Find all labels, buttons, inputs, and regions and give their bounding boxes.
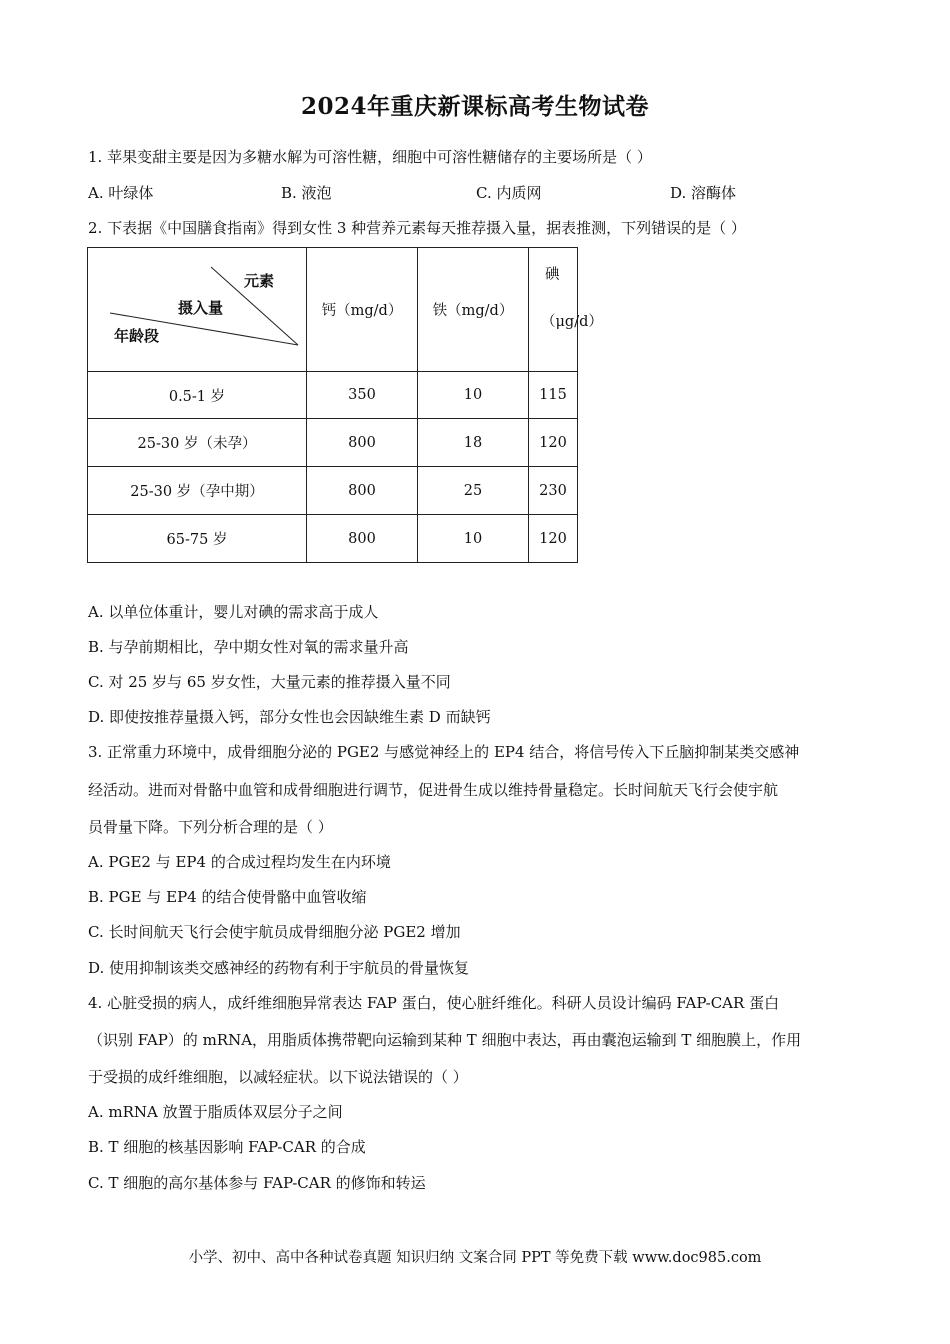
corner-intake-label: 摄入量 xyxy=(178,298,224,317)
corner-age-label: 年龄段 xyxy=(114,326,160,345)
question-4-stem-line: 于受损的成纤维细胞，以减轻症状。以下说法错误的（ ） xyxy=(88,1068,468,1086)
q3-option-a: A. PGE2 与 EP4 的合成过程均发生在内环境 xyxy=(88,853,391,871)
q1-option-d: D. 溶酶体 xyxy=(670,184,737,202)
table-row xyxy=(88,467,578,515)
cell-age: 65-75 岁 xyxy=(88,515,307,563)
iodine-label: 碘 xyxy=(545,266,560,283)
cell-calcium: 350 xyxy=(307,372,418,419)
cell-iron: 10 xyxy=(418,515,529,563)
cell-calcium: 800 xyxy=(307,419,418,467)
question-4-stem-line: （识别 FAP）的 mRNA，用脂质体携带靶向运输到某种 T 细胞中表达，再由囊泡运输到 T 细胞膜上，作用 xyxy=(88,1031,802,1049)
q3-option-d: D. 使用抑制该类交感神经的药物有利于宇航员的骨量恢复 xyxy=(88,959,470,977)
q2-option-a: A. 以单位体重计，婴儿对碘的需求高于成人 xyxy=(88,603,379,621)
q3-option-c: C. 长时间航天飞行会使宇航员成骨细胞分泌 PGE2 增加 xyxy=(88,923,461,941)
table-corner-header xyxy=(88,248,307,372)
question-2-stem: 2. 下表据《中国膳食指南》得到女性 3 种营养元素每天推荐摄入量，据表推测，下列错误的是（ ） xyxy=(88,219,746,237)
cell-calcium: 800 xyxy=(307,467,418,515)
col-header-iodine xyxy=(529,248,603,372)
col-header-iron: 铁（mg/d） xyxy=(418,248,529,372)
cell-iron: 10 xyxy=(418,372,529,419)
q2-option-b: B. 与孕前期相比，孕中期女性对氧的需求量升高 xyxy=(88,638,409,656)
col-header-calcium: 钙（mg/d） xyxy=(307,248,418,372)
q2-option-d: D. 即使按推荐量摄入钙，部分女性也会因缺维生素 D 而缺钙 xyxy=(88,708,491,726)
question-3-stem-line: 经活动。进而对骨骼中血管和成骨细胞进行调节，促进骨生成以维持骨量稳定。长时间航天飞行会使宇航 xyxy=(88,781,779,799)
question-1-stem: 1. 苹果变甜主要是因为多糖水解为可溶性糖，细胞中可溶性糖储存的主要场所是（ ） xyxy=(88,148,652,166)
table-row xyxy=(88,515,578,563)
cell-age: 25-30 岁（未孕） xyxy=(88,419,307,467)
cell-iodine: 120 xyxy=(529,419,578,467)
q4-option-b: B. T 细胞的核基因影响 FAP-CAR 的合成 xyxy=(88,1138,366,1156)
question-3-stem-line: 3. 正常重力环境中，成骨细胞分泌的 PGE2 与感觉神经上的 EP4 结合，将信号传入下丘脑抑制某类交感神 xyxy=(88,743,800,761)
cell-iron: 18 xyxy=(418,419,529,467)
cell-iodine: 115 xyxy=(529,372,578,419)
q4-option-a: A. mRNA 放置于脂质体双层分子之间 xyxy=(88,1103,343,1121)
iodine-unit: （μg/d） xyxy=(541,313,603,330)
cell-calcium: 800 xyxy=(307,515,418,563)
question-4-stem-line: 4. 心脏受损的病人，成纤维细胞异常表达 FAP 蛋白，使心脏纤维化。科研人员设计编码 FAP-CAR 蛋白 xyxy=(88,994,780,1012)
q1-option-c: C. 内质网 xyxy=(476,184,542,202)
table-row xyxy=(88,419,578,467)
cell-age: 25-30 岁（孕中期） xyxy=(88,467,307,515)
q2-option-c: C. 对 25 岁与 65 岁女性，大量元素的推荐摄入量不同 xyxy=(88,673,451,691)
q1-option-b: B. 液泡 xyxy=(281,184,332,202)
cell-iodine: 120 xyxy=(529,515,578,563)
cell-iron: 25 xyxy=(418,467,529,515)
corner-element-label: 元素 xyxy=(244,271,275,290)
q3-option-b: B. PGE 与 EP4 的结合使骨骼中血管收缩 xyxy=(88,888,367,906)
cell-iodine: 230 xyxy=(529,467,578,515)
page-footer: 小学、初中、高中各种试卷真题 知识归纳 文案合同 PPT 等免费下载 www.doc985.com xyxy=(188,1250,762,1266)
q4-option-c: C. T 细胞的高尔基体参与 FAP-CAR 的修饰和转运 xyxy=(88,1174,426,1192)
page-title: 2024年重庆新课标高考生物试卷 xyxy=(300,93,649,120)
nutrition-table xyxy=(87,247,603,563)
table-row xyxy=(88,372,578,419)
question-3-stem-line: 员骨量下降。下列分析合理的是（ ） xyxy=(88,818,333,836)
q1-option-a: A. 叶绿体 xyxy=(88,184,154,202)
cell-age: 0.5-1 岁 xyxy=(88,372,307,419)
